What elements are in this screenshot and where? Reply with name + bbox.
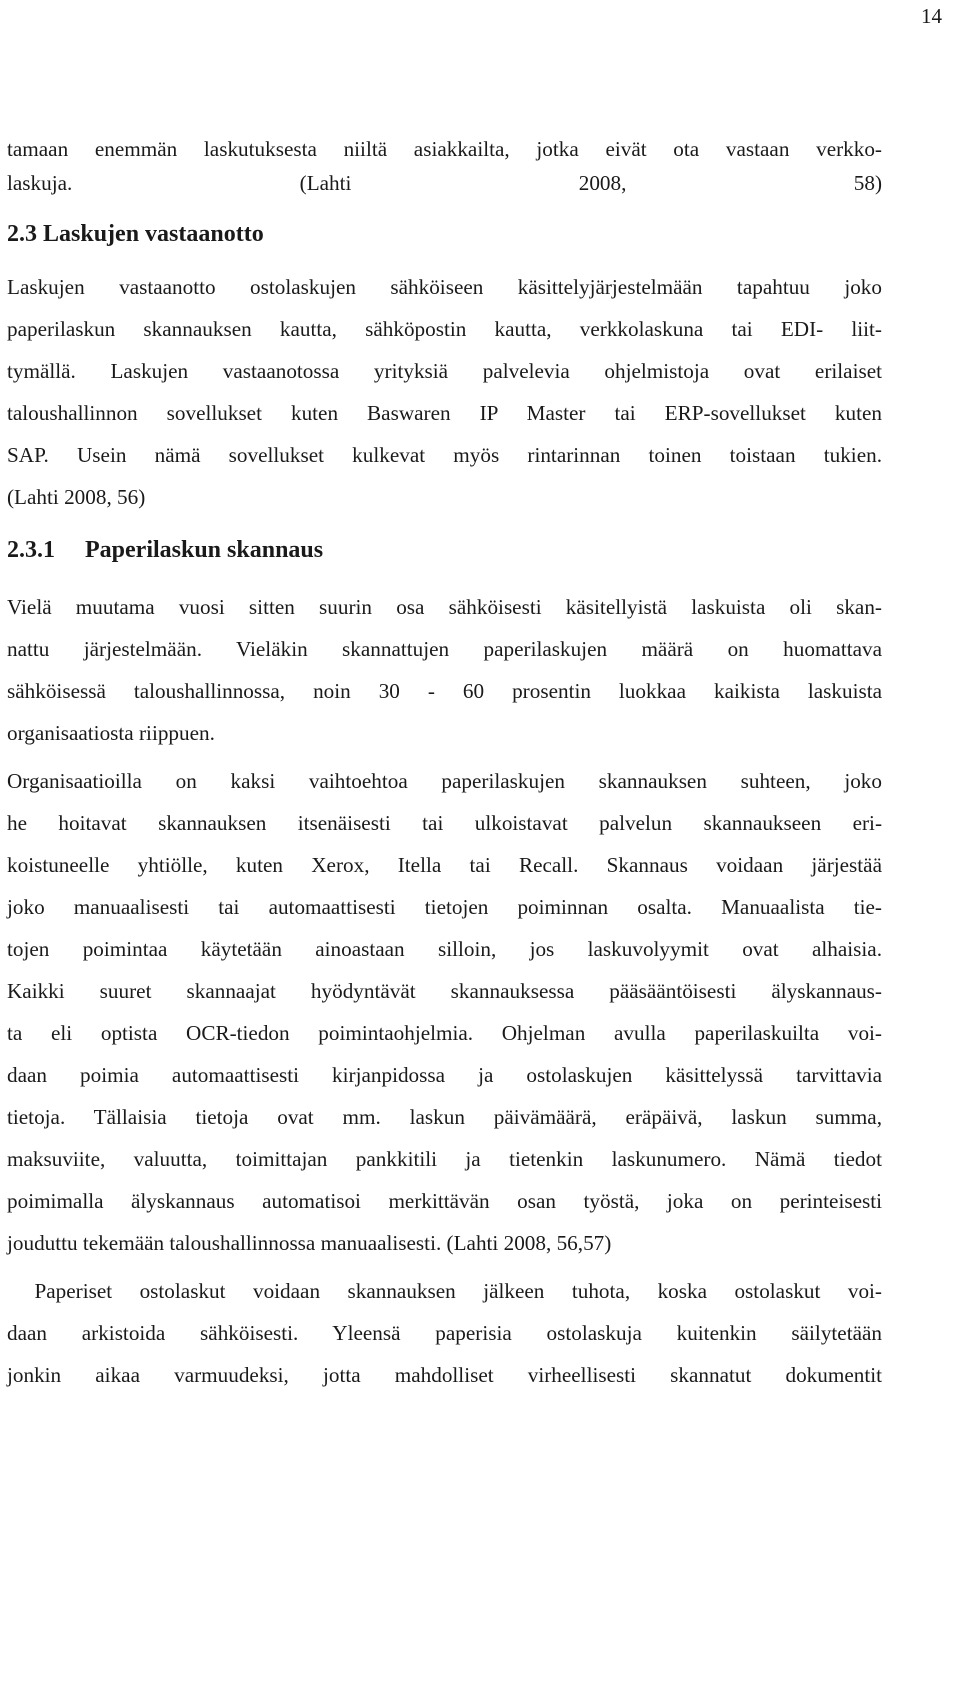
text-line: he hoitavat skannauksen itsenäisesti tai ulkoistavat palvelun skannaukseen eri- (7, 811, 882, 835)
text-line: sähköisessä taloushallinnossa, noin 30 - 60 prosentin luokkaa kaikista laskuista (7, 679, 882, 703)
subsection-paragraph-2 (7, 767, 882, 1257)
page-number: 14 (921, 4, 942, 28)
subsection-number: 2.3.1 (7, 537, 55, 563)
document-body (7, 135, 882, 1389)
text-line: (Lahti 2008, 56) (7, 485, 146, 509)
text-line: Laskujen vastaanotto ostolaskujen sähköiseen käsittelyjärjestelmään tapahtuu joko (7, 275, 882, 299)
text-line: jonkin aikaa varmuudeksi, jotta mahdolliset virheellisesti skannatut dokumentit (7, 1363, 882, 1387)
text-line: poimimalla älyskannaus automatisoi merkittävän osan työstä, joka on perinteisesti (7, 1189, 882, 1213)
section-heading: 2.3 Laskujen vastaanotto (7, 221, 264, 247)
subsection-heading (7, 533, 882, 567)
text-line: koistuneelle yhtiölle, kuten Xerox, Itella tai Recall. Skannaus voidaan järjestää (7, 853, 882, 877)
text-line: Paperiset ostolaskut voidaan skannauksen jälkeen tuhota, koska ostolaskut voi- (7, 1279, 882, 1303)
text-line: daan poimia automaattisesti kirjanpidossa ja ostolaskujen käsittelyssä tarvittavia (7, 1063, 882, 1087)
text-line: Organisaatioilla on kaksi vaihtoehtoa paperilaskujen skannauksen suhteen, joko (7, 769, 882, 793)
text-line: tietoja. Tällaisia tietoja ovat mm. laskun päivämäärä, eräpäivä, laskun summa, (7, 1105, 882, 1129)
subsection-title: Paperilaskun skannaus (85, 537, 324, 563)
text-line: daan arkistoida sähköisesti. Yleensä paperisia ostolaskuja kuitenkin säilytetään (7, 1321, 882, 1345)
text-line: taloushallinnon sovellukset kuten Baswaren IP Master tai ERP-sovellukset kuten (7, 401, 882, 425)
text-line: paperilaskun skannauksen kautta, sähköpostin kautta, verkkolaskuna tai EDI- liit- (7, 317, 882, 341)
text-line: tojen poimintaa käytetään ainoastaan silloin, jos laskuvolyymit ovat alhaisia. (7, 937, 882, 961)
text-line: jouduttu tekemään taloushallinnossa manuaalisesti. (Lahti 2008, 56,57) (7, 1231, 612, 1255)
text-line: nattu järjestelmään. Vieläkin skannattujen paperilaskujen määrä on huomattava (7, 637, 882, 661)
subsection-paragraph-3 (7, 1277, 882, 1389)
text-line: tymällä. Laskujen vastaanotossa yrityksiä palvelevia ohjelmistoja ovat erilaiset (7, 359, 882, 383)
text-line: Vielä muutama vuosi sitten suurin osa sähköisesti käsitellyistä laskuista oli skan- (7, 595, 882, 619)
text-line: ta eli optista OCR-tiedon poimintaohjelmia. Ohjelman avulla paperilaskuilta voi- (7, 1021, 882, 1045)
text-line: organisaatiosta riippuen. (7, 721, 215, 745)
section-paragraph (7, 273, 882, 511)
text-line: laskuja. (Lahti 2008, 58) (7, 171, 882, 195)
text-line: tamaan enemmän laskutuksesta niiltä asiakkailta, jotka eivät ota vastaan verkko- (7, 137, 882, 161)
intro-paragraph (7, 135, 882, 197)
text-line: maksuviite, valuutta, toimittajan pankkitili ja tietenkin laskunumero. Nämä tiedot (7, 1147, 882, 1171)
text-line: Kaikki suuret skannaajat hyödyntävät skannauksessa pääsääntöisesti älyskannaus- (7, 979, 882, 1003)
text-line: joko manuaalisesti tai automaattisesti tietojen poiminnan osalta. Manuaalista tie- (7, 895, 882, 919)
subsection-paragraph-1 (7, 593, 882, 747)
text-line: SAP. Usein nämä sovellukset kulkevat myös rintarinnan toinen toistaan tukien. (7, 443, 882, 467)
